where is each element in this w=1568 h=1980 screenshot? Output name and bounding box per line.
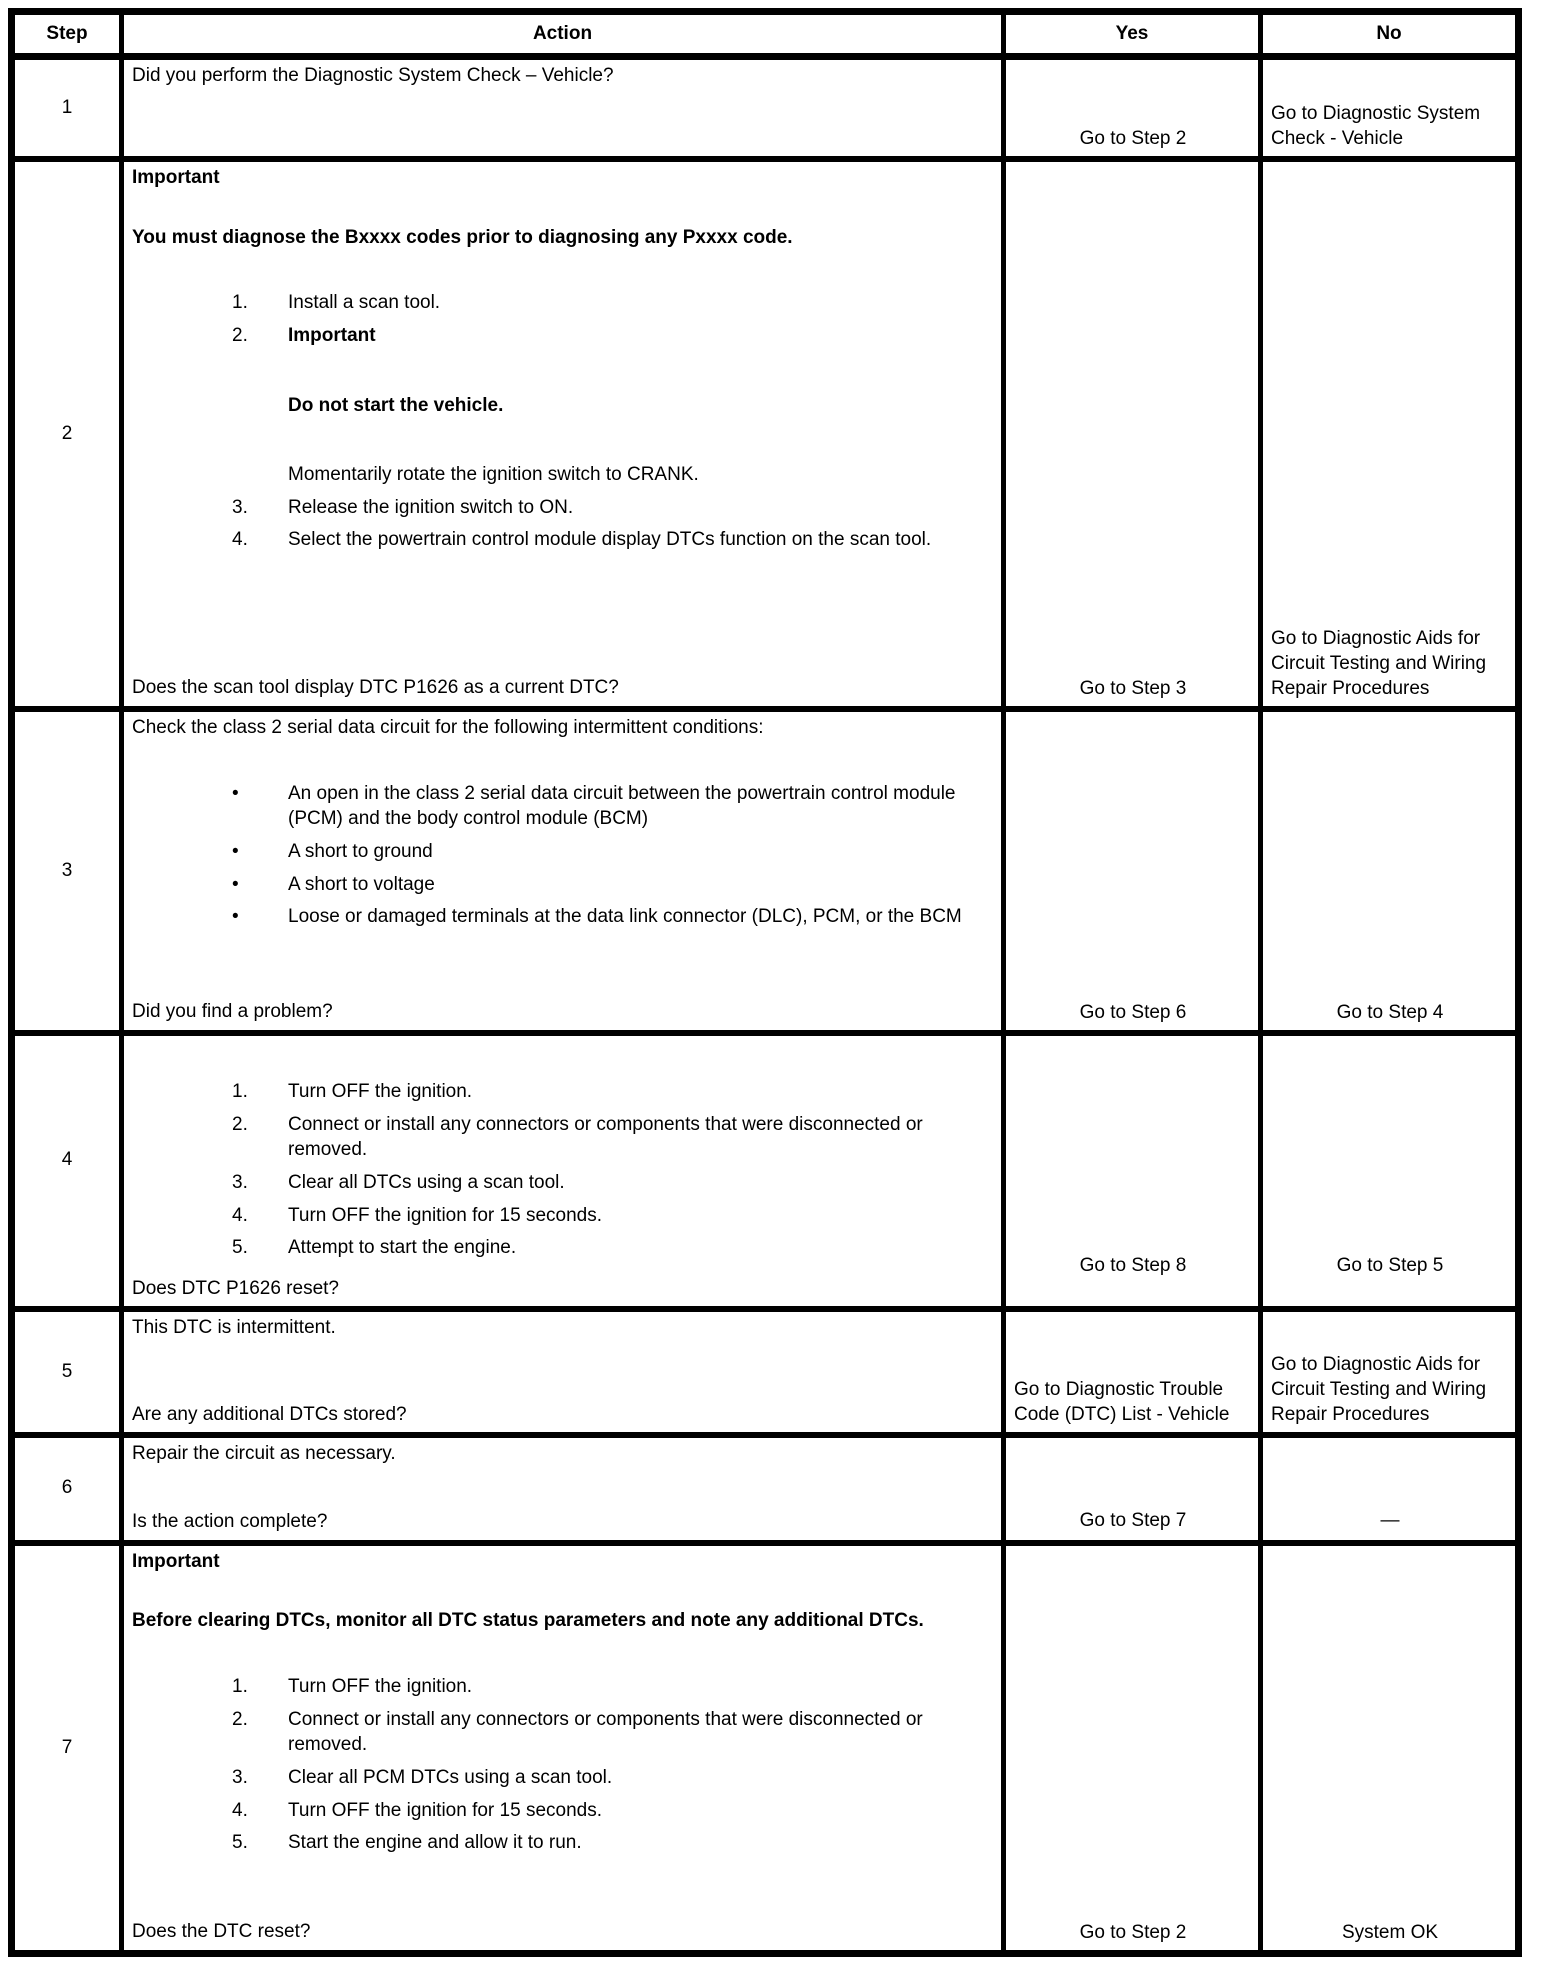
yes-cell — [1004, 159, 1261, 709]
action-cell — [122, 709, 1004, 1033]
list-item-text: Connect or install any connectors or components that were disconnected or removed. — [288, 1708, 923, 1756]
action-cell — [122, 1435, 1004, 1542]
list-item — [132, 290, 989, 316]
list-item — [132, 872, 989, 898]
bullet-list — [132, 781, 989, 930]
list-item — [132, 1112, 989, 1163]
action-paragraph: Important — [132, 167, 220, 188]
table-row — [12, 1435, 1519, 1542]
list-item-number: 2. — [232, 324, 248, 346]
list-item-number: 5. — [232, 1832, 248, 1854]
action-question: Did you find a problem? — [132, 1001, 333, 1023]
no-cell — [1261, 159, 1519, 709]
list-item — [132, 1170, 989, 1196]
action-question: Are any additional DTCs stored? — [132, 1403, 407, 1425]
list-item-text: Clear all PCM DTCs using a scan tool. — [288, 1766, 613, 1788]
list-item — [132, 495, 989, 521]
action-main — [132, 715, 989, 991]
numbered-list — [132, 290, 989, 553]
list-item-text: An open in the class 2 serial data circuit between the powertrain control module (PCM) and the body control module (BCM) — [288, 782, 956, 830]
yes-cell — [1004, 709, 1261, 1033]
list-item-number: 2. — [232, 1113, 248, 1135]
no-cell — [1261, 1543, 1519, 1954]
step-number: 3 — [61, 860, 73, 881]
action-paragraph: Repair the circuit as necessary. — [132, 1443, 396, 1465]
list-item-number: 2. — [232, 1708, 248, 1730]
header-action: Action — [122, 12, 1004, 57]
table-row — [12, 1543, 1519, 1954]
step-cell — [12, 1309, 122, 1435]
list-item-text: Release the ignition switch to ON. — [288, 496, 574, 518]
action-paragraph: Before clearing DTCs, monitor all DTC status parameters and note any additional DTCs. — [132, 1610, 924, 1632]
numbered-list — [132, 1079, 989, 1261]
yes-value: Go to Diagnostic Trouble Code (DTC) List - Vehicle — [1014, 1379, 1230, 1426]
list-item — [132, 1765, 989, 1791]
table-row — [12, 709, 1519, 1033]
list-item — [132, 1674, 989, 1700]
list-item-text: Turn OFF the ignition. — [288, 1676, 473, 1698]
list-item — [132, 1798, 989, 1824]
list-item — [132, 1203, 989, 1229]
list-item — [132, 1079, 989, 1105]
step-number: 6 — [61, 1477, 73, 1499]
action-paragraph: Check the class 2 serial data circuit for the following intermittent conditions: — [132, 717, 764, 738]
yes-cell — [1004, 1309, 1261, 1435]
step-number: 4 — [61, 1148, 73, 1170]
step-cell — [12, 159, 122, 709]
numbered-list — [132, 1674, 989, 1856]
list-item — [132, 527, 989, 553]
bullet-marker: • — [232, 782, 239, 804]
no-cell — [1261, 1309, 1519, 1435]
step-cell — [12, 57, 122, 160]
list-item-text: Loose or damaged terminals at the data link connector (DLC), PCM, or the BCM — [288, 906, 962, 928]
list-item-text: Connect or install any connectors or components that were disconnected or removed. — [288, 1113, 923, 1161]
action-paragraph: Did you perform the Diagnostic System Check – Vehicle? — [132, 65, 614, 86]
yes-value: Go to Step 3 — [1079, 677, 1187, 699]
list-item-text: Select the powertrain control module display DTCs function on the scan tool. — [288, 529, 932, 551]
action-question: Is the action complete? — [132, 1511, 328, 1533]
action-cell — [122, 1033, 1004, 1309]
diagnostic-table — [8, 8, 1522, 1957]
list-item-number: 4. — [232, 1799, 248, 1821]
step-cell — [12, 1543, 122, 1954]
no-cell — [1261, 1435, 1519, 1542]
list-item — [132, 1707, 989, 1758]
list-item-text: Turn OFF the ignition for 15 seconds. — [288, 1799, 603, 1821]
list-item — [132, 323, 989, 488]
yes-cell — [1004, 1033, 1261, 1309]
action-question: Does DTC P1626 reset? — [132, 1277, 339, 1299]
bullet-marker: • — [232, 840, 239, 862]
no-cell — [1261, 1033, 1519, 1309]
list-item-number: 4. — [232, 529, 248, 551]
list-item-text: Turn OFF the ignition. — [288, 1081, 473, 1102]
list-item-number: 3. — [232, 1171, 248, 1193]
bullet-marker: • — [232, 873, 239, 895]
action-main — [132, 1039, 989, 1268]
table-row — [12, 1033, 1519, 1309]
yes-value: Go to Step 2 — [1079, 127, 1187, 149]
action-paragraph: This DTC is intermittent. — [132, 1317, 336, 1339]
action-main — [132, 1549, 989, 1911]
list-item-text: Attempt to start the engine. — [288, 1237, 517, 1259]
list-item-number: 3. — [232, 1766, 248, 1788]
yes-cell — [1004, 57, 1261, 160]
yes-value: Go to Step 2 — [1079, 1921, 1187, 1943]
action-question: Does the DTC reset? — [132, 1921, 311, 1943]
step-number: 1 — [61, 97, 73, 118]
action-paragraph: You must diagnose the Bxxxx codes prior to diagnosing any Pxxxx code. — [132, 226, 793, 248]
header-no: No — [1261, 12, 1519, 57]
no-value: Go to Diagnostic System Check - Vehicle — [1271, 102, 1481, 149]
yes-cell — [1004, 1543, 1261, 1954]
table-body — [12, 57, 1519, 1954]
list-item-number: 4. — [232, 1204, 248, 1226]
list-item-number: 3. — [232, 496, 248, 518]
list-item-text: Important Do not start the vehicle. Momentarily rotate the ignition switch to CRANK. — [288, 324, 699, 486]
list-item — [132, 904, 989, 930]
no-value: Go to Step 4 — [1336, 1001, 1444, 1023]
step-number: 5 — [61, 1361, 73, 1383]
list-item-number: 1. — [232, 292, 248, 314]
action-question: Does the scan tool display DTC P1626 as a current DTC? — [132, 677, 619, 699]
no-value: — — [1380, 1510, 1400, 1532]
step-number: 2 — [61, 423, 73, 444]
action-main — [132, 63, 989, 151]
list-item — [132, 781, 989, 832]
yes-value: Go to Step 8 — [1079, 1254, 1187, 1276]
step-cell — [12, 1435, 122, 1542]
header-step: Step — [12, 12, 122, 57]
list-item — [132, 1830, 989, 1856]
action-cell — [122, 57, 1004, 160]
step-cell — [12, 1033, 122, 1309]
no-cell — [1261, 57, 1519, 160]
action-main — [132, 1441, 989, 1501]
no-value: Go to Diagnostic Aids for Circuit Testing and Wiring Repair Procedures — [1271, 1354, 1487, 1426]
list-item-text: A short to voltage — [288, 873, 435, 895]
list-item-text: A short to ground — [288, 840, 433, 862]
table-row — [12, 57, 1519, 160]
action-cell — [122, 159, 1004, 709]
list-item-text: Turn OFF the ignition for 15 seconds. — [288, 1204, 603, 1226]
no-value: Go to Step 5 — [1336, 1254, 1444, 1276]
yes-value: Go to Step 6 — [1079, 1001, 1187, 1023]
no-value: System OK — [1341, 1921, 1439, 1943]
step-number: 7 — [61, 1736, 73, 1758]
list-item — [132, 1235, 989, 1261]
step-cell — [12, 709, 122, 1033]
list-item-number: 1. — [232, 1081, 248, 1102]
yes-value: Go to Step 7 — [1079, 1510, 1187, 1532]
action-main — [132, 1315, 989, 1393]
list-item-text: Clear all DTCs using a scan tool. — [288, 1171, 565, 1193]
table-row — [12, 159, 1519, 709]
action-cell — [122, 1309, 1004, 1435]
list-item — [132, 839, 989, 865]
header-yes: Yes — [1004, 12, 1261, 57]
yes-cell — [1004, 1435, 1261, 1542]
table-header — [12, 12, 1519, 57]
no-cell — [1261, 709, 1519, 1033]
bullet-marker: • — [232, 906, 239, 928]
list-item-text: Start the engine and allow it to run. — [288, 1832, 582, 1854]
list-item-number: 5. — [232, 1237, 248, 1259]
list-item-number: 1. — [232, 1676, 248, 1698]
action-paragraph: Important — [132, 1550, 220, 1572]
action-cell — [122, 1543, 1004, 1954]
list-item-text: Install a scan tool. — [288, 292, 441, 314]
action-main — [132, 165, 989, 667]
no-value: Go to Diagnostic Aids for Circuit Testing and Wiring Repair Procedures — [1271, 627, 1487, 699]
table-row — [12, 1309, 1519, 1435]
